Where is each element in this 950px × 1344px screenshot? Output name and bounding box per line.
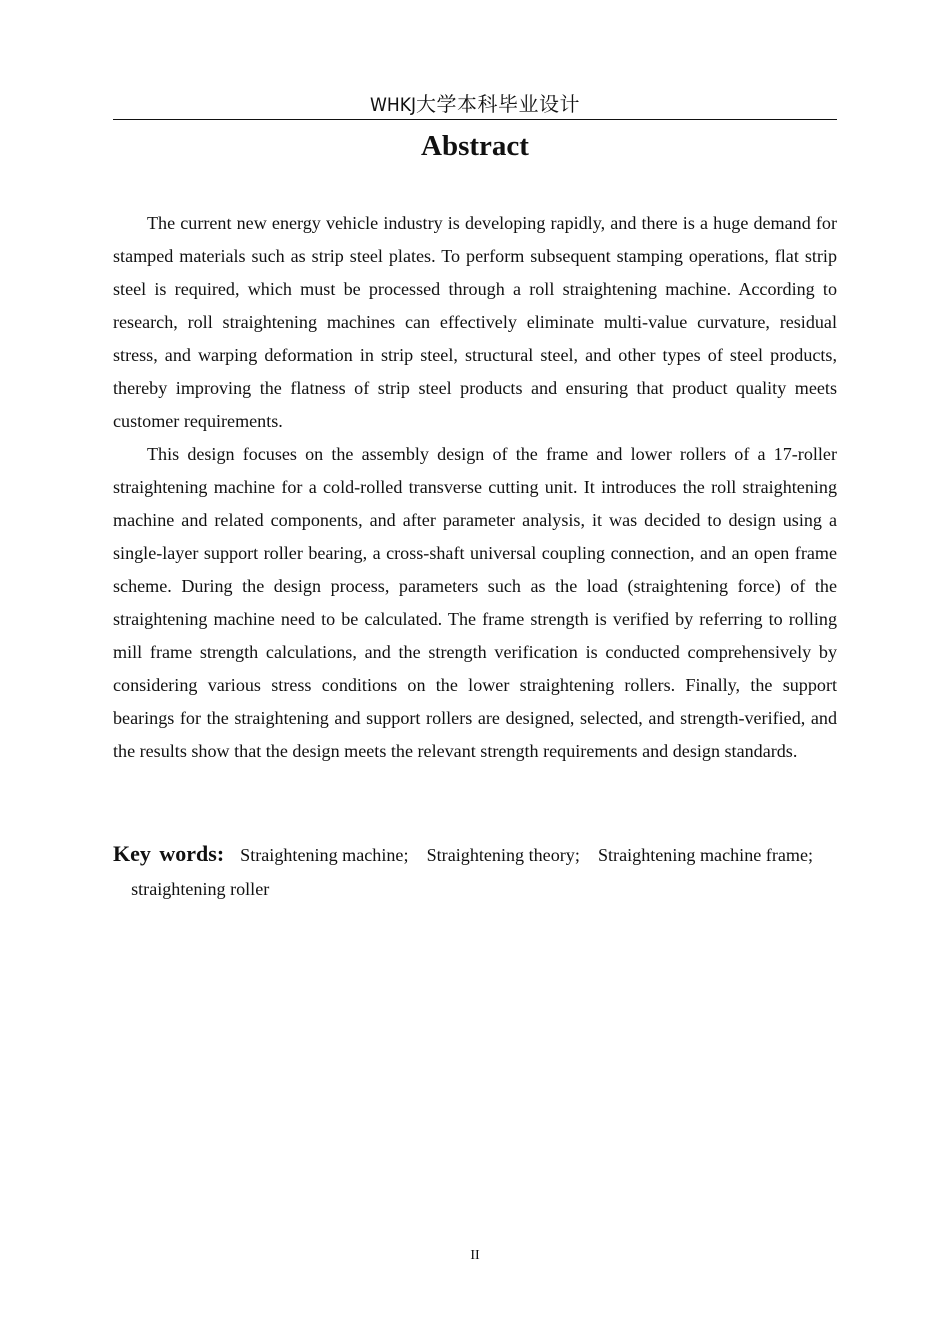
header-thesis-label: 大学本科毕业设计 — [416, 94, 580, 116]
keyword-4: straightening roller — [131, 879, 270, 899]
keyword-3: Straightening machine frame; — [597, 845, 814, 865]
page-number: II — [470, 1248, 480, 1263]
abstract-paragraph-2: This design focuses on the assembly design of the frame and lower rollers of a 17-roller straightening machine for a cold-rolled transverse cutting unit. It introduces the roll straightening machine and related components, and after parameter analysis, it was decided to design using a single-layer support roller bearing, a cross-shaft universal coupling connection, and an open frame scheme. During the design process, parameters such as the load (straightening force) of the straightening machine need to be calculated. The frame strength is verified by referring to rolling mill frame strength calculations, and the strength verification is conducted comprehensively by considering various stress conditions on the lower straightening rollers. Finally, the support bearings for the straightening and support rollers are designed, selected, and strength-verified, and the results show that the design meets the relevant strength requirements and design standards. — [113, 444, 837, 761]
page-title: Abstract — [421, 130, 529, 162]
keyword-2: Straightening theory; — [426, 845, 580, 865]
abstract-paragraph-1: The current new energy vehicle industry is developing rapidly, and there is a huge demand for stamped materials such as strip steel plates. To perform subsequent stamping operations, flat strip steel is required, which must be processed through a roll straightening machine. According to research, roll straightening machines can effectively eliminate multi-value curvature, residual stress, and warping deformation in strip steel, structural steel, and other types of steel products, thereby improving the flatness of strip steel products and ensuring that product quality meets customer requirements. — [113, 213, 837, 431]
abstract-body — [113, 207, 837, 768]
header-institution-code: WHKJ — [369, 94, 416, 116]
keyword-1: Straightening machine; — [240, 845, 409, 865]
header-rule — [113, 119, 837, 120]
keywords-label: Key words: — [113, 841, 225, 866]
keywords-section — [113, 837, 837, 906]
running-header — [113, 92, 837, 118]
